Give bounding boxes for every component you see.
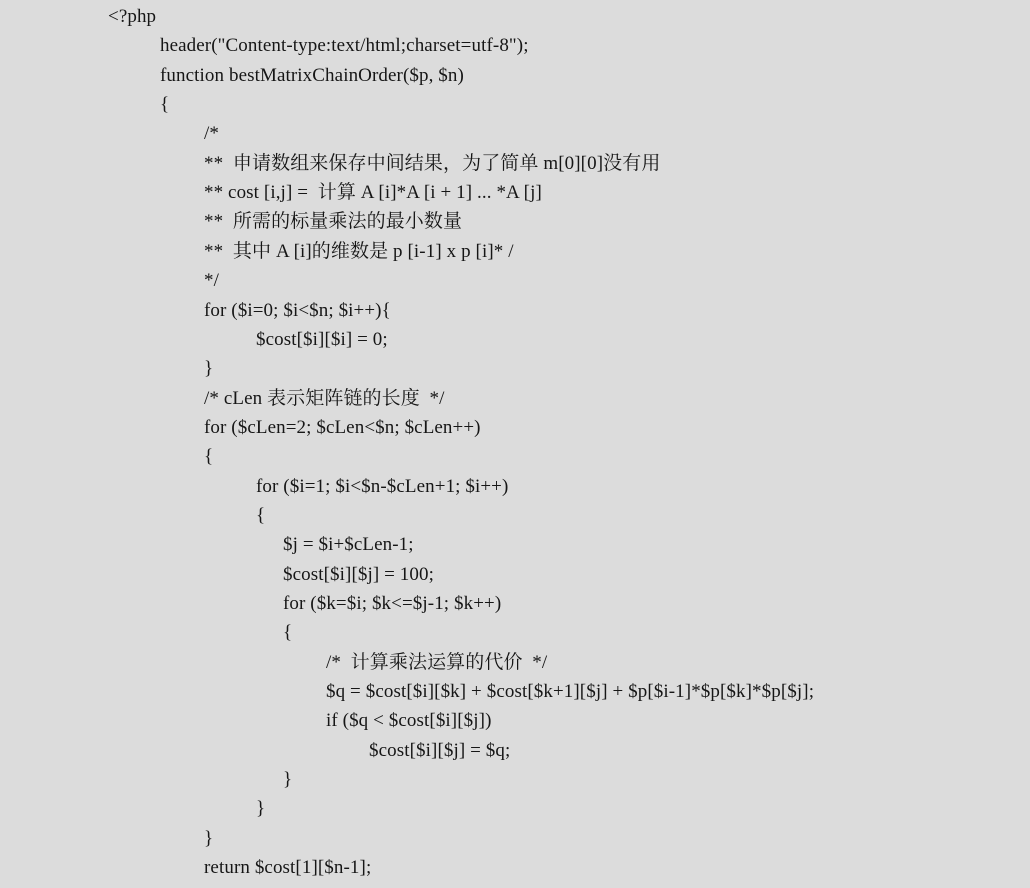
code-comment: */ — [204, 270, 219, 292]
code-comment: /* cLen 表示矩阵链的长度 */ — [204, 387, 445, 409]
code-line: } — [204, 358, 214, 380]
code-line: } — [204, 827, 214, 849]
code-line: for ($k=$i; $k<=$j-1; $k++) — [283, 593, 502, 614]
code-line: for ($cLen=2; $cLen<$n; $cLen++) — [204, 416, 481, 438]
code-line: $q = $cost[$i][$k] + $cost[$k+1][$j] + $p[$i-1]*$p[$k]*$p[$j]; — [326, 681, 815, 703]
code-comment: ** 其中 A [i]的维数是 p [i-1] x p [i]* / — [204, 240, 514, 262]
code-line: for ($i=0; $i<$n; $i++){ — [204, 299, 391, 321]
code-comment: ** 所需的标量乘法的最小数量 — [204, 211, 463, 233]
code-line: $cost[$i][$i] = 0; — [256, 328, 388, 350]
code-line: $j = $i+$cLen-1; — [283, 534, 414, 556]
code-line: { — [204, 446, 214, 468]
code-line: { — [283, 622, 293, 644]
code-line: function bestMatrixChainOrder($p, $n) — [160, 64, 464, 86]
code-comment: /* — [204, 123, 219, 145]
code-line: for ($i=1; $i<$n-$cLen+1; $i++) — [256, 475, 509, 497]
code-line: { — [160, 94, 170, 116]
code-line: header("Content-type:text/html;charset=utf-8"); — [160, 35, 529, 57]
code-line: { — [256, 504, 266, 526]
code-comment: ** 申请数组来保存中间结果，为了简单 m[0][0]没有用 — [204, 152, 661, 174]
code-line: if ($q < $cost[$i][$j]) — [326, 710, 492, 732]
code-line: } — [256, 798, 266, 820]
code-comment: /* 计算乘法运算的代价 */ — [326, 651, 548, 673]
code-line: <?php — [108, 6, 157, 27]
code-comment: ** cost [i,j] = 计算 A [i]*A [i + 1] ... *A [j] — [204, 182, 542, 204]
code-line: } — [283, 769, 293, 791]
code-line: return $cost[1][$n-1]; — [204, 857, 372, 879]
code-line: $cost[$i][$j] = 100; — [283, 563, 434, 585]
code-line: $cost[$i][$j] = $q; — [369, 739, 511, 761]
